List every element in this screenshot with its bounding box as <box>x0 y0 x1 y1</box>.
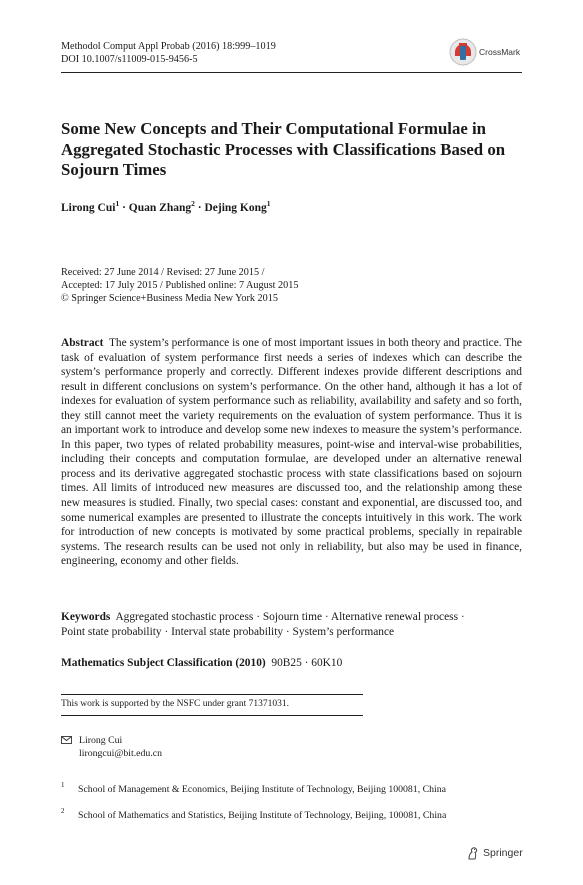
abstract-label: Abstract <box>61 337 104 349</box>
affiliation-marker: 1 <box>115 199 120 208</box>
contact-email[interactable]: lirongcui@bit.edu.cn <box>79 748 163 759</box>
keywords-label: Keywords <box>61 611 111 623</box>
affiliation-text: School of Management & Economics, Beijing Institute of Technology, Beijing 100081, China <box>78 784 447 795</box>
affiliation-text: School of Mathematics and Statistics, Beijing Institute of Technology, Beijing, 100081, China <box>78 810 447 821</box>
msc-codes: 90B25 · 60K10 <box>271 657 343 669</box>
footnote-rule <box>61 715 363 716</box>
doi: DOI 10.1007/s11009-015-9456-5 <box>61 54 198 65</box>
keywords-line: Aggregated stochastic process · Sojourn time · Alternative renewal process · <box>115 611 465 623</box>
author-name: Dejing Kong <box>204 201 267 214</box>
abstract <box>61 336 522 569</box>
author-separator: · <box>119 201 129 214</box>
publication-dates <box>61 266 298 306</box>
affiliation-marker: 2 <box>191 199 195 208</box>
funding-note: This work is supported by the NSFC under grant 71371031. <box>61 699 289 709</box>
msc-classification <box>61 657 342 669</box>
header-rule <box>61 72 522 73</box>
crossmark-badge[interactable] <box>449 37 569 71</box>
publisher-name: Springer <box>483 847 523 859</box>
accepted-published: Accepted: 17 July 2015 / Published online: 7 August 2015 <box>61 280 299 292</box>
affiliation-marker: 1 <box>266 199 271 208</box>
journal-header <box>61 40 276 66</box>
springer-horse-icon <box>466 846 480 860</box>
author-separator: · <box>194 201 205 214</box>
crossmark-icon <box>449 37 477 67</box>
affiliation-number: 2 <box>61 807 65 815</box>
copyright: © Springer Science+Business Media New York 2015 <box>61 293 278 305</box>
keywords <box>61 610 522 639</box>
contact-name: Lirong Cui <box>79 735 123 746</box>
author-name: Lirong Cui <box>61 201 116 214</box>
crossmark-label: CrossMark <box>479 47 521 57</box>
affiliation-number: 1 <box>61 781 65 789</box>
abstract-text: The system’s performance is one of most important issues in both theory and practice. The task of evaluation of system performance first needs a series of indexes which can describe the system’s performance properly and correctly. Different indexes provide different descriptions and result in different conclusions on system’s performance. On the other hand, although it has a lot of indexes for evaluation of system performance such as reliability, availability and safety and so forth, they still cannot meet the variety requirements on the evaluation of system performance. Thus it is an important work to introduce and develop some new indexes to measure the system’s performance. In this paper, two types of related probability measures, point-wise and interval-wise probabilities, including their concepts and computation formulae, are developed under an alternative renewal process and its derivative aggregated stochastic process with state classifications based on sojourn times. All limits of introduced new measures are discussed too, and the relationship among these new measures is studied. Finally, two special cases: constant and exponential, are discussed too, and some numerical examples are presented to illustrate the concepts intuitively in this work. The work for introduction of new concepts is motivated by some practical problems, specially in repairable systems. The research results can be used not only in reliability, but also may be used in finance, engineering, economy and other fields. <box>61 337 522 568</box>
envelope-icon <box>61 736 72 744</box>
journal-citation: Methodol Comput Appl Probab (2016) 18:999–1019 <box>61 41 276 52</box>
keywords-line: Point state probability · Interval state probability · System’s performance <box>61 625 395 638</box>
footnote-rule <box>61 694 363 695</box>
author-list <box>61 199 271 214</box>
author-name: Quan Zhang <box>128 201 192 214</box>
received-revised: Received: 27 June 2014 / Revised: 27 June 2015 / <box>61 267 265 278</box>
paper-title: Some New Concepts and Their Computational Formulae in Aggregated Stochastic Processes with Classifications Based on Sojourn Times <box>61 119 506 179</box>
msc-label: Mathematics Subject Classification (2010) <box>61 657 266 669</box>
